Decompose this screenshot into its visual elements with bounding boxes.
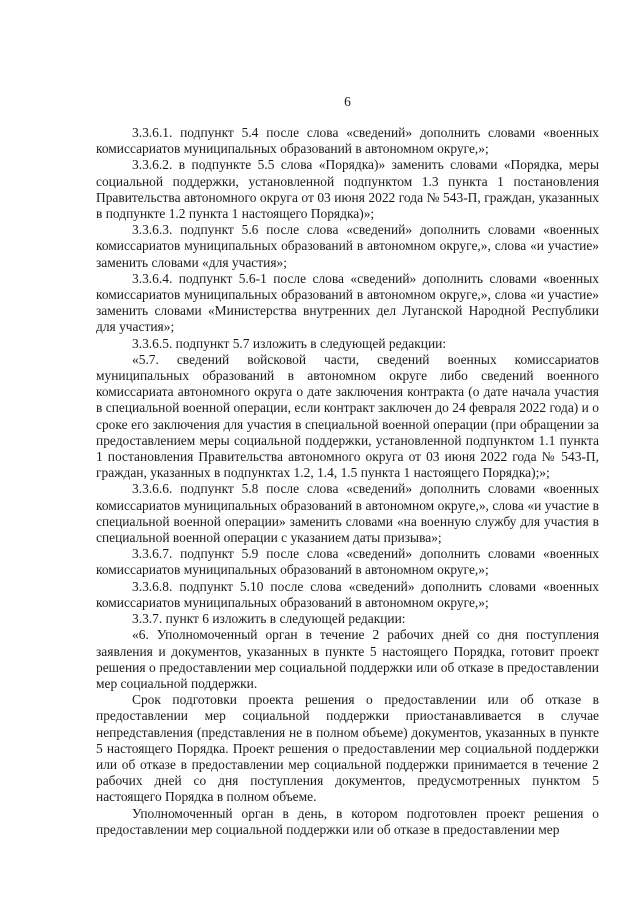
paragraph-5-7-text: «5.7. сведений войсковой части, сведений военных комиссариатов муниципальных образований в автономном округе либо сведений военного комиссариата автономного округа о дате заключения контракта (о дате начала участия в специальной военной операции, если контракт заключен до 24 февраля 2022 года) и о сроке его заключения для участия в специальной военной операции (при обращении за предоставлением меры социальной поддержки, установленной подпунктом 1.1 пункта 1 постановления Правительства автономного округа от 03 июня 2022 года № 543-П, граждан, указанных в подпунктах 1.2, 1.4, 1.5 пункта 1 настоящего Порядка);»; [96, 351, 599, 481]
page-number: 6 [344, 94, 351, 109]
paragraph-3-3-7: 3.3.7. пункт 6 изложить в следующей редакции: [132, 611, 406, 627]
paragraph-3-3-6-8: 3.3.6.8. подпункт 5.10 после слова «сведений» дополнить словами «военных комиссариатов муниципальных образований в автономном округе,»; [96, 578, 599, 610]
paragraph-6-text: «6. Уполномоченный орган в течение 2 рабочих дней со дня поступления заявления и документов, указанных в пункте 5 настоящего Порядка, готовит проект решения о предоставлении мер социальной поддержки или об отказе в предоставлении мер социальной поддержки. [96, 627, 599, 691]
paragraph-3-3-6-7: 3.3.6.7. подпункт 5.9 после слова «сведений» дополнить словами «военных комиссариатов муниципальных образований в автономном округе,»; [96, 546, 599, 578]
paragraph-3-3-6-5: 3.3.6.5. подпункт 5.7 изложить в следующей редакции: [132, 335, 447, 351]
paragraph-3-3-6-1: 3.3.6.1. подпункт 5.4 после слова «сведений» дополнить словами «военных комиссариатов муниципальных образований в автономном округе,»; [96, 125, 599, 157]
paragraph-3-3-6-4: 3.3.6.4. подпункт 5.6-1 после слова «сведений» дополнить словами «военных комиссариатов муниципальных образований в автономном округе,», слова «и участие» заменить словами «Министерства внутренних дел Луганской Народной Республики для участия»; [96, 270, 599, 335]
paragraph-3-3-6-6: 3.3.6.6. подпункт 5.8 после слова «сведений» дополнить словами «военных комиссариатов муниципальных образований в автономном округе,», слова «и участие в специальной военной операции» заменить словами «на военную службу для участия в специальной военной операции с указанием даты призыва»; [96, 481, 599, 546]
paragraph-3-3-6-3: 3.3.6.3. подпункт 5.6 после слова «сведений» дополнить словами «военных комиссариатов муниципальных образований в автономном округе,», слова «и участие» заменить словами «для участия»; [96, 222, 599, 270]
paragraph-3-3-6-2: 3.3.6.2. в подпункте 5.5 слова «Порядка)» заменить словами «Порядка, меры социальной поддержки, установленной подпунктом 1.3 пункта 1 постановления Правительства автономного округа от 03 июня 2022 года № 543-П, граждан, указанных в подпункте 1.2 пункта 1 настоящего Порядка)»; [96, 157, 599, 222]
document-body [96, 125, 599, 838]
paragraph-term: Срок подготовки проекта решения о предоставлении или об отказе в предоставлении мер социальной поддержки приостанавливается в случае непредставления (представления не в полном объеме) документов, указанных в пункте 5 настоящего Порядка. Проект решения о предоставлении мер социальной поддержки или об отказе в предоставлении мер социальной поддержки принимается в течение 2 рабочих дней со дня поступления документов, предусмотренных пунктом 5 настоящего Порядка в полном объеме. [96, 692, 599, 805]
paragraph-authority: Уполномоченный орган в день, в котором подготовлен проект решения о предоставлении мер социальной поддержки или об отказе в предоставлении мер [96, 805, 599, 837]
